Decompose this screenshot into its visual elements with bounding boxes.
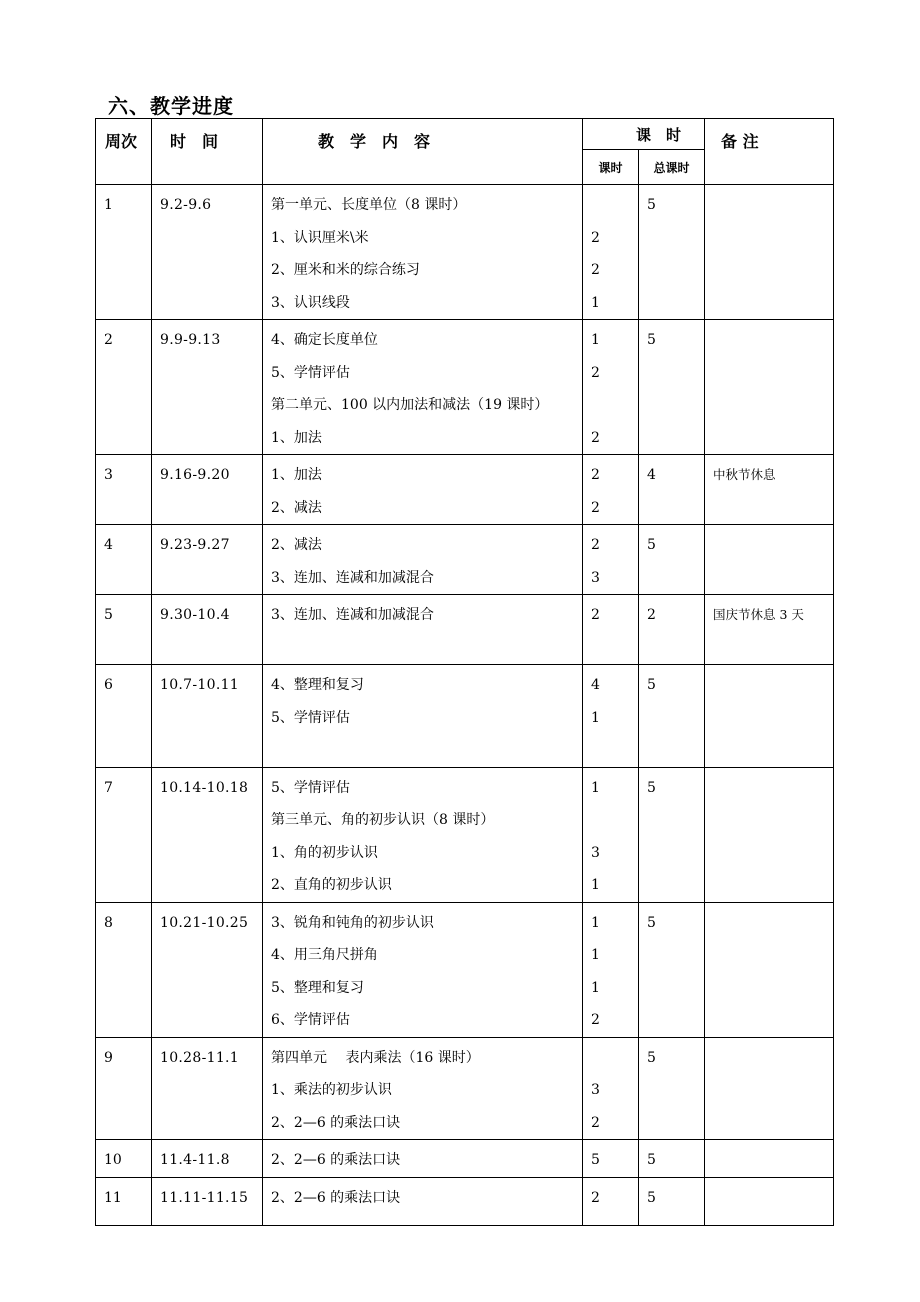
cell-content bbox=[263, 665, 583, 768]
cell-content bbox=[263, 902, 583, 1037]
header-row bbox=[96, 119, 834, 150]
cell-week bbox=[96, 902, 152, 1037]
table-row bbox=[96, 665, 834, 768]
hours-value: 2 bbox=[591, 537, 600, 553]
cell-content bbox=[263, 1140, 583, 1178]
cell-content bbox=[263, 1037, 583, 1140]
cell-remark bbox=[705, 1177, 834, 1226]
table-row bbox=[96, 455, 834, 525]
content-line: 3、认识线段 bbox=[271, 294, 350, 311]
cell-date bbox=[152, 902, 263, 1037]
hours-value: 2 bbox=[591, 1114, 600, 1131]
date-range: 9.30-10.4 bbox=[160, 607, 230, 623]
date-range: 10.7-10.11 bbox=[160, 677, 239, 693]
cell-week bbox=[96, 1140, 152, 1178]
week-number: 11 bbox=[104, 1189, 122, 1206]
date-range: 11.11-11.15 bbox=[160, 1189, 249, 1206]
week-number: 10 bbox=[104, 1152, 122, 1168]
cell-week bbox=[96, 665, 152, 768]
week-number: 4 bbox=[104, 537, 113, 553]
content-line: 3、连加、连减和加减混合 bbox=[271, 569, 434, 586]
cell-content bbox=[263, 455, 583, 525]
hours-value: 1 bbox=[591, 914, 600, 931]
total-hours: 5 bbox=[647, 677, 656, 693]
remark-text bbox=[705, 185, 833, 222]
content-line: 1、加法 bbox=[271, 467, 322, 483]
hours-value: 2 bbox=[591, 1189, 600, 1206]
cell-hours bbox=[583, 595, 639, 665]
cell-date bbox=[152, 185, 263, 320]
table-row bbox=[96, 185, 834, 320]
hours-value: 2 bbox=[591, 262, 600, 278]
cell-total bbox=[639, 595, 705, 665]
week-number: 2 bbox=[104, 332, 113, 348]
cell-content bbox=[263, 595, 583, 665]
cell-remark bbox=[705, 767, 834, 902]
cell-content bbox=[263, 525, 583, 595]
cell-hours bbox=[583, 1177, 639, 1226]
cell-remark bbox=[705, 1140, 834, 1178]
total-hours: 5 bbox=[647, 197, 656, 213]
table-row bbox=[96, 902, 834, 1037]
hours-value bbox=[583, 804, 638, 837]
cell-date bbox=[152, 665, 263, 768]
total-hours: 5 bbox=[647, 1189, 656, 1206]
content-line: 第三单元、角的初步认识（8 课时） bbox=[271, 812, 495, 828]
total-hours: 5 bbox=[647, 332, 656, 348]
cell-date bbox=[152, 1177, 263, 1226]
content-line: 3、连加、连减和加减混合 bbox=[271, 607, 434, 623]
cell-hours bbox=[583, 320, 639, 455]
content-line: 1、乘法的初步认识 bbox=[271, 1082, 392, 1098]
date-range: 10.14-10.18 bbox=[160, 779, 249, 796]
cell-date bbox=[152, 595, 263, 665]
content-line: 5、学情评估 bbox=[271, 709, 350, 726]
week-number: 5 bbox=[104, 607, 113, 623]
table-row bbox=[96, 525, 834, 595]
hours-value: 1 bbox=[591, 979, 600, 996]
cell-hours bbox=[583, 525, 639, 595]
cell-remark bbox=[705, 902, 834, 1037]
hours-value: 2 bbox=[591, 429, 600, 446]
schedule-body bbox=[96, 185, 834, 1226]
content-line: 4、确定长度单位 bbox=[271, 332, 378, 348]
header-date: 时 间 bbox=[152, 119, 263, 185]
remark-text bbox=[705, 1038, 833, 1075]
hours-value: 1 bbox=[591, 947, 600, 963]
schedule-table bbox=[95, 118, 834, 1226]
total-hours: 5 bbox=[647, 1152, 656, 1168]
cell-hours bbox=[583, 455, 639, 525]
header-total: 总课时 bbox=[639, 150, 705, 185]
hours-value bbox=[583, 389, 638, 422]
table-row bbox=[96, 595, 834, 665]
table-row bbox=[96, 1037, 834, 1140]
hours-value bbox=[583, 185, 638, 222]
cell-date bbox=[152, 1037, 263, 1140]
date-range: 9.9-9.13 bbox=[160, 332, 221, 348]
remark-text bbox=[705, 665, 833, 702]
cell-date bbox=[152, 455, 263, 525]
hours-value: 1 bbox=[591, 709, 600, 726]
cell-remark bbox=[705, 320, 834, 455]
total-hours: 5 bbox=[647, 537, 656, 553]
cell-date bbox=[152, 1140, 263, 1178]
date-range: 10.21-10.25 bbox=[160, 914, 249, 931]
hours-value: 2 bbox=[591, 499, 600, 516]
content-line: 1、角的初步认识 bbox=[271, 844, 378, 861]
cell-hours bbox=[583, 665, 639, 768]
cell-content bbox=[263, 767, 583, 902]
cell-date bbox=[152, 767, 263, 902]
date-range: 11.4-11.8 bbox=[160, 1152, 230, 1168]
content-line: 1、认识厘米\米 bbox=[271, 229, 369, 246]
content-line: 5、整理和复习 bbox=[271, 979, 364, 996]
cell-week bbox=[96, 1177, 152, 1226]
remark-text bbox=[705, 320, 833, 357]
header-content: 教 学 内 容 bbox=[263, 119, 583, 185]
cell-remark bbox=[705, 665, 834, 768]
week-number: 7 bbox=[104, 779, 113, 796]
cell-content bbox=[263, 185, 583, 320]
remark-text bbox=[705, 1178, 833, 1215]
content-line: 2、减法 bbox=[271, 499, 322, 516]
hours-value: 1 bbox=[591, 779, 600, 796]
cell-week bbox=[96, 767, 152, 902]
remark-text: 国庆节休息 3 天 bbox=[713, 607, 804, 622]
content-line: 5、学情评估 bbox=[271, 779, 350, 796]
content-line: 2、厘米和米的综合练习 bbox=[271, 262, 420, 278]
week-number: 8 bbox=[104, 914, 113, 931]
hours-value: 4 bbox=[591, 677, 600, 693]
cell-week bbox=[96, 525, 152, 595]
content-line: 第四单元 表内乘法（16 课时） bbox=[271, 1049, 480, 1066]
cell-total bbox=[639, 525, 705, 595]
hours-value: 3 bbox=[591, 1082, 600, 1098]
content-line: 2、直角的初步认识 bbox=[271, 877, 392, 893]
content-line: 3、锐角和钝角的初步认识 bbox=[271, 914, 434, 931]
total-hours: 5 bbox=[647, 914, 656, 931]
cell-total bbox=[639, 1177, 705, 1226]
date-range: 10.28-11.1 bbox=[160, 1049, 239, 1066]
week-number: 3 bbox=[104, 467, 113, 483]
content-line: 第二单元、100 以内加法和减法（19 课时） bbox=[271, 397, 549, 413]
hours-value: 1 bbox=[591, 877, 600, 893]
content-line: 6、学情评估 bbox=[271, 1012, 350, 1028]
cell-week bbox=[96, 320, 152, 455]
cell-week bbox=[96, 185, 152, 320]
hours-value: 5 bbox=[591, 1152, 600, 1168]
content-line: 2、2—6 的乘法口诀 bbox=[271, 1189, 401, 1206]
date-range: 9.2-9.6 bbox=[160, 197, 212, 213]
total-hours: 5 bbox=[647, 1049, 656, 1066]
cell-date bbox=[152, 525, 263, 595]
total-hours: 4 bbox=[647, 467, 656, 483]
table-row bbox=[96, 1140, 834, 1178]
hours-value: 3 bbox=[591, 844, 600, 861]
cell-date bbox=[152, 320, 263, 455]
table-row bbox=[96, 1177, 834, 1226]
week-number: 1 bbox=[104, 197, 113, 213]
content-line: 第一单元、长度单位（8 课时） bbox=[271, 197, 467, 213]
remark-text bbox=[705, 1140, 833, 1177]
table-row bbox=[96, 320, 834, 455]
header-week: 周次 bbox=[96, 119, 152, 185]
cell-remark bbox=[705, 595, 834, 665]
week-number: 9 bbox=[104, 1049, 113, 1066]
hours-value: 2 bbox=[591, 467, 600, 483]
cell-total bbox=[639, 185, 705, 320]
hours-value: 1 bbox=[591, 332, 600, 348]
cell-week bbox=[96, 1037, 152, 1140]
week-number: 6 bbox=[104, 677, 113, 693]
cell-total bbox=[639, 1037, 705, 1140]
cell-total bbox=[639, 320, 705, 455]
header-hours-group: 课 时 bbox=[583, 119, 705, 150]
hours-value bbox=[583, 1038, 638, 1075]
content-line: 2、2—6 的乘法口诀 bbox=[271, 1152, 401, 1168]
cell-hours bbox=[583, 185, 639, 320]
remark-text bbox=[705, 903, 833, 940]
remark-text: 中秋节休息 bbox=[713, 467, 776, 482]
hours-value: 2 bbox=[591, 229, 600, 246]
cell-content bbox=[263, 1177, 583, 1226]
cell-remark bbox=[705, 1037, 834, 1140]
content-line: 4、用三角尺拼角 bbox=[271, 947, 378, 963]
cell-content bbox=[263, 320, 583, 455]
header-hours: 课时 bbox=[583, 150, 639, 185]
table-row bbox=[96, 767, 834, 902]
cell-remark bbox=[705, 455, 834, 525]
cell-total bbox=[639, 455, 705, 525]
cell-total bbox=[639, 665, 705, 768]
cell-total bbox=[639, 1140, 705, 1178]
cell-week bbox=[96, 455, 152, 525]
hours-value: 2 bbox=[591, 607, 600, 623]
cell-hours bbox=[583, 1037, 639, 1140]
content-line: 4、整理和复习 bbox=[271, 677, 364, 693]
cell-hours bbox=[583, 767, 639, 902]
content-line: 1、加法 bbox=[271, 429, 322, 446]
hours-value: 3 bbox=[591, 569, 600, 586]
cell-week bbox=[96, 595, 152, 665]
date-range: 9.23-9.27 bbox=[160, 537, 230, 553]
cell-remark bbox=[705, 185, 834, 320]
total-hours: 2 bbox=[647, 607, 656, 623]
hours-value: 2 bbox=[591, 1012, 600, 1028]
content-line: 2、2—6 的乘法口诀 bbox=[271, 1114, 401, 1131]
cell-total bbox=[639, 767, 705, 902]
cell-hours bbox=[583, 1140, 639, 1178]
cell-hours bbox=[583, 902, 639, 1037]
remark-text bbox=[705, 525, 833, 562]
header-remarks: 备 注 bbox=[705, 119, 834, 185]
cell-remark bbox=[705, 525, 834, 595]
content-line: 2、减法 bbox=[271, 537, 322, 553]
page-title: 六、教学进度 bbox=[108, 94, 234, 118]
cell-total bbox=[639, 902, 705, 1037]
hours-value: 1 bbox=[591, 294, 600, 311]
remark-text bbox=[705, 768, 833, 805]
hours-value: 2 bbox=[591, 364, 600, 381]
total-hours: 5 bbox=[647, 779, 656, 796]
content-line: 5、学情评估 bbox=[271, 364, 350, 381]
date-range: 9.16-9.20 bbox=[160, 467, 230, 483]
